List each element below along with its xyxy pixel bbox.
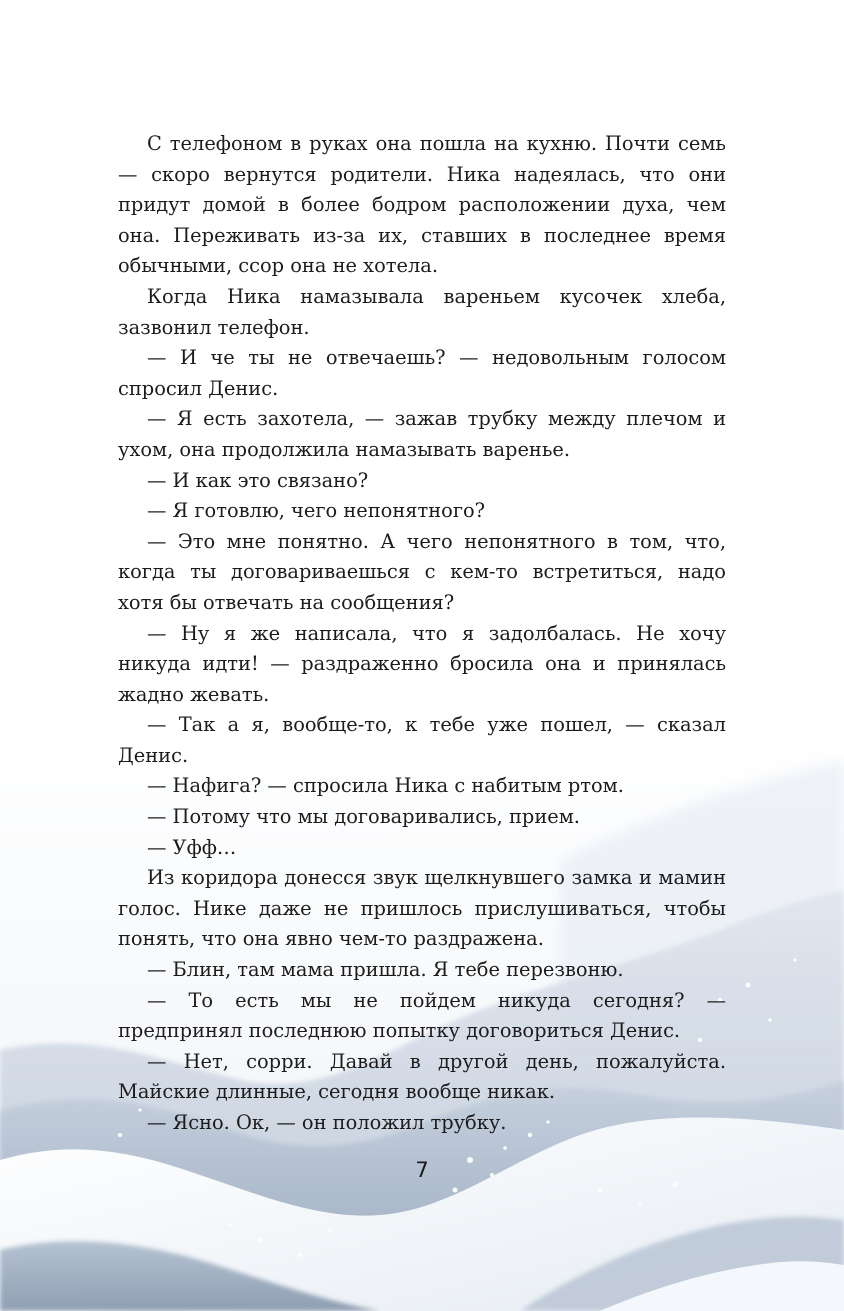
page-number: 7	[415, 1158, 429, 1182]
chapter-text	[118, 129, 726, 1139]
dialogue-line: — Это мне понятно. А чего непонятного в том, что, когда ты договариваешься с кем-то встретиться, надо хотя бы отвечать на сообщения?	[118, 529, 726, 614]
dialogue-line: — Блин, там мама пришла. Я тебе перезвоню.	[147, 958, 624, 982]
dialogue-line: — Я готовлю, чего непонятного?	[147, 499, 486, 523]
paragraph: Когда Ника намазывала вареньем кусочек хлеба, зазвонил телефон.	[118, 284, 726, 339]
dialogue-line: — Так а я, вообще-то, к тебе уже пошел, — сказал Денис.	[118, 713, 726, 767]
paragraph: С телефоном в руках она пошла на кухню. Почти семь — скоро вернутся родители. Ника надеялась, что они придут домой в более бодром расположении духа, чем она. Переживать из-за их, ставших в последнее время обычными, ссор она не хотела.	[118, 132, 726, 278]
dialogue-line: — Уфф…	[147, 835, 237, 859]
paragraph: Из коридора донесся звук щелкнувшего замка и мамин голос. Нике даже не пришлось прислушиваться, чтобы понять, что она явно чем-то раздражена.	[118, 866, 726, 951]
dialogue-line: — Нафига? — спросила Ника с набитым ртом.	[147, 774, 624, 798]
dialogue-line: — Ясно. Ок, — он положил трубку.	[147, 1111, 507, 1134]
dialogue-line: — И как это связано?	[147, 468, 369, 492]
dialogue-line: — Нет, сорри. Давай в другой день, пожалуйста. Майские длинные, сегодня вообще никак.	[118, 1049, 726, 1104]
dialogue-line: — То есть мы не пойдем никуда сегодня? — предпринял последнюю попытку договориться Денис.	[118, 988, 726, 1043]
dialogue-line: — Потому что мы договаривались, прием.	[147, 805, 580, 829]
dialogue-line: — И че ты не отвечаешь? — недовольным голосом спросил Денис.	[118, 346, 726, 400]
dialogue-line: — Я есть захотела, — зажав трубку между плечом и ухом, она продолжила намазывать варенье.	[118, 407, 726, 461]
dialogue-line: — Ну я же написала, что я задолбалась. Не хочу никуда идти! — раздраженно бросила она и принялась жадно жевать.	[118, 621, 726, 706]
